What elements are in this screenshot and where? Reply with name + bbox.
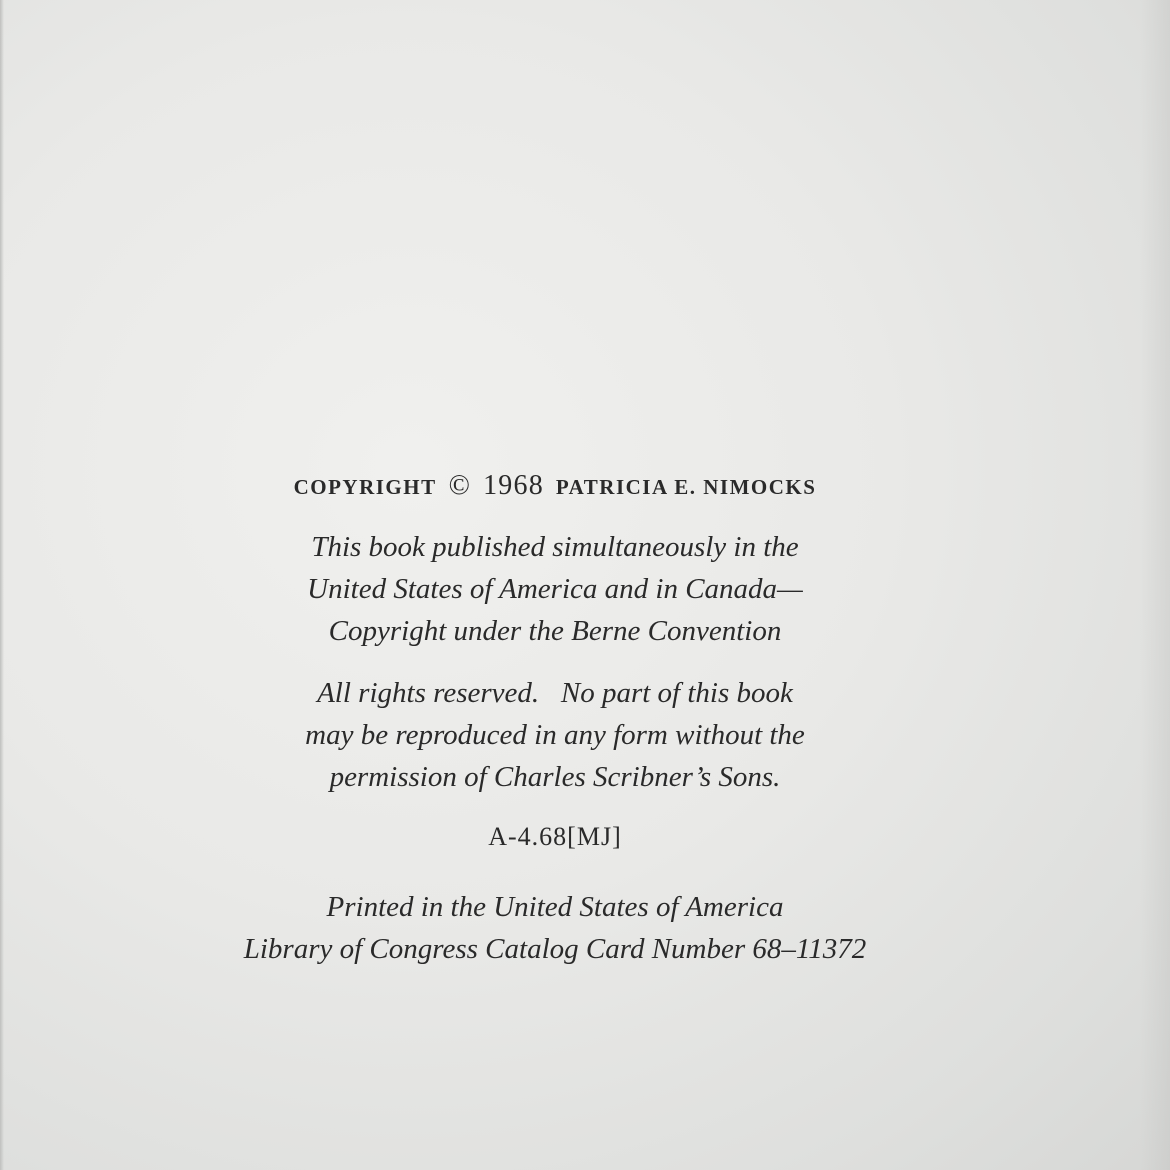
copyright-label: COPYRIGHT [293,475,437,499]
rights-note-line: may be reproduced in any form without the [305,719,805,751]
printing-note-line: Printed in the United States of America [326,891,784,923]
publication-note [0,526,1110,652]
publication-note-line: Copyright under the Berne Convention [328,615,782,647]
copyright-holder: PATRICIA E. NIMOCKS [555,475,817,499]
printing-note-line: Library of Congress Catalog Card Number 68–11372 [243,933,867,965]
printing-note [0,886,1110,970]
printing-code: A-4.68[MJ] [488,822,622,851]
copyright-line [0,470,1110,502]
copyright-symbol: © [448,470,472,501]
rights-note [0,672,1110,798]
publication-note-line: United States of America and in Canada— [307,573,803,605]
page-right-shadow [1140,0,1170,1170]
rights-note-line: All rights reserved. No part of this book [317,677,793,709]
publication-note-line: This book published simultaneously in the [311,531,799,563]
rights-note-line: permission of Charles Scribner’s Sons. [329,761,781,793]
copyright-year: 1968 [483,470,544,501]
